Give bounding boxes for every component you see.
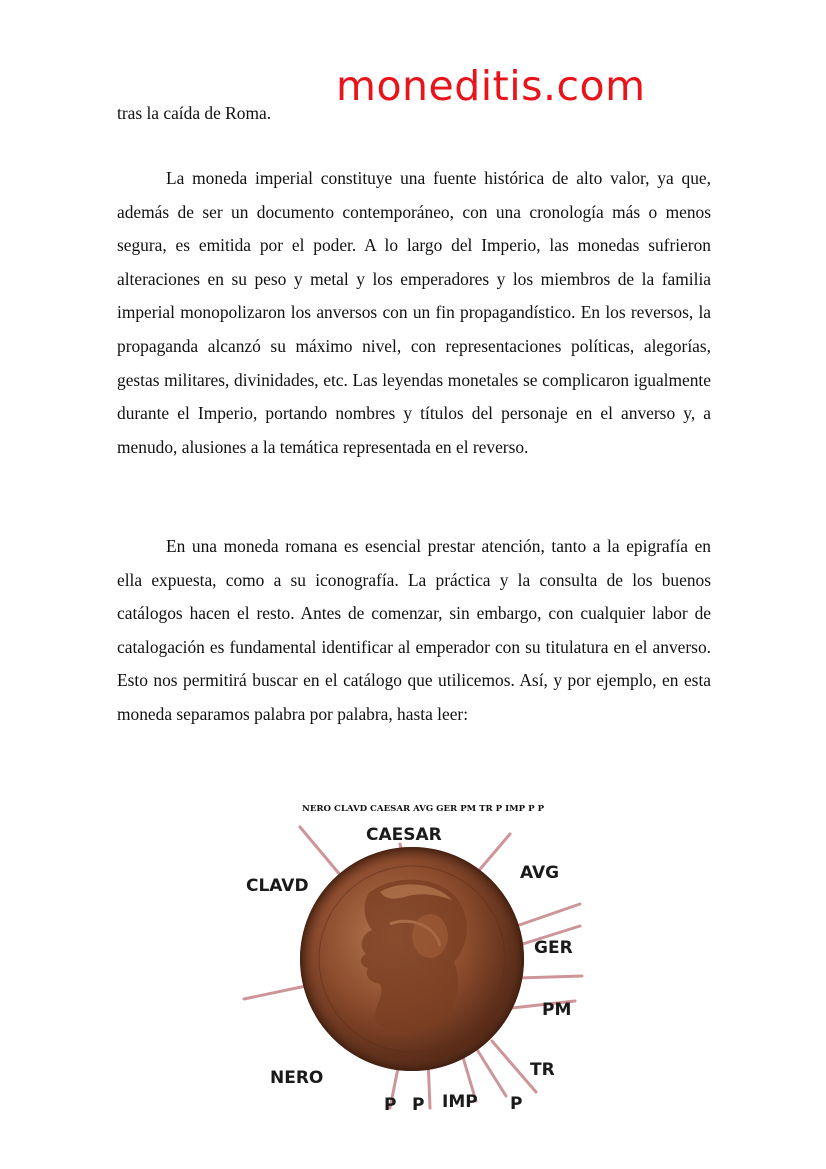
label-pm: PM <box>542 1000 572 1020</box>
coin <box>300 847 524 1071</box>
leader-imp-a <box>476 1048 506 1096</box>
label-imp: IMP <box>442 1092 478 1112</box>
watermark: moneditis.com <box>336 62 646 110</box>
leader-nero <box>244 986 306 999</box>
legend-full-text: NERO CLAVD CAESAR AVG GER PM TR P IMP P P <box>302 804 545 814</box>
coin-diagram <box>240 796 585 1116</box>
lead-line: tras la caída de Roma. <box>117 103 272 123</box>
paragraph-imperial-coinage: La moneda imperial constituye una fuente histórica de alto valor, ya que, además de ser un documento contemporáneo, con una cronología más o menos segura, es emitida por el poder. A lo largo del Imperio, las monedas sufrieron alteraciones en su peso y metal y los emperadores y los miembros de la familia imperial monopolizaron los anversos con un fin propagandístico. En los reversos, la propaganda alcanzó su máximo nivel, con representaciones políticas, alegorías, gestas militares, divinidades, etc. Las leyendas monetales se complicaron igualmente durante el Imperio, portando nombres y títulos del personaje en el anverso y, a menudo, alusiones a la temática representada en el reverso. <box>117 168 711 457</box>
paragraph-reading-legend: En una moneda romana es esencial prestar atención, tanto a la epigrafía en ella expuesta, como a su iconografía. La práctica y la consulta de los buenos catálogos hacen el resto. Antes de comenzar, sin embargo, con cualquier labor de catalogación es fundamental identificar al emperador con su titulatura en el anverso. Esto nos permitirá buscar en el catálogo que utilicemos. Así, y por ejemplo, en esta moneda separamos palabra por palabra, hasta leer: <box>117 536 711 724</box>
label-tr: TR <box>530 1060 555 1080</box>
label-avg: AVG <box>520 863 560 883</box>
coin-legend-figure <box>240 796 585 1116</box>
label-p-second: P <box>412 1095 425 1115</box>
label-nero: NERO <box>270 1068 324 1088</box>
leader-pm-a <box>518 976 582 978</box>
label-p-first: P <box>384 1095 397 1115</box>
label-ger: GER <box>534 938 573 958</box>
label-clavd: CLAVD <box>246 876 309 896</box>
label-p-third: P <box>510 1094 523 1114</box>
label-caesar: CAESAR <box>366 825 442 845</box>
